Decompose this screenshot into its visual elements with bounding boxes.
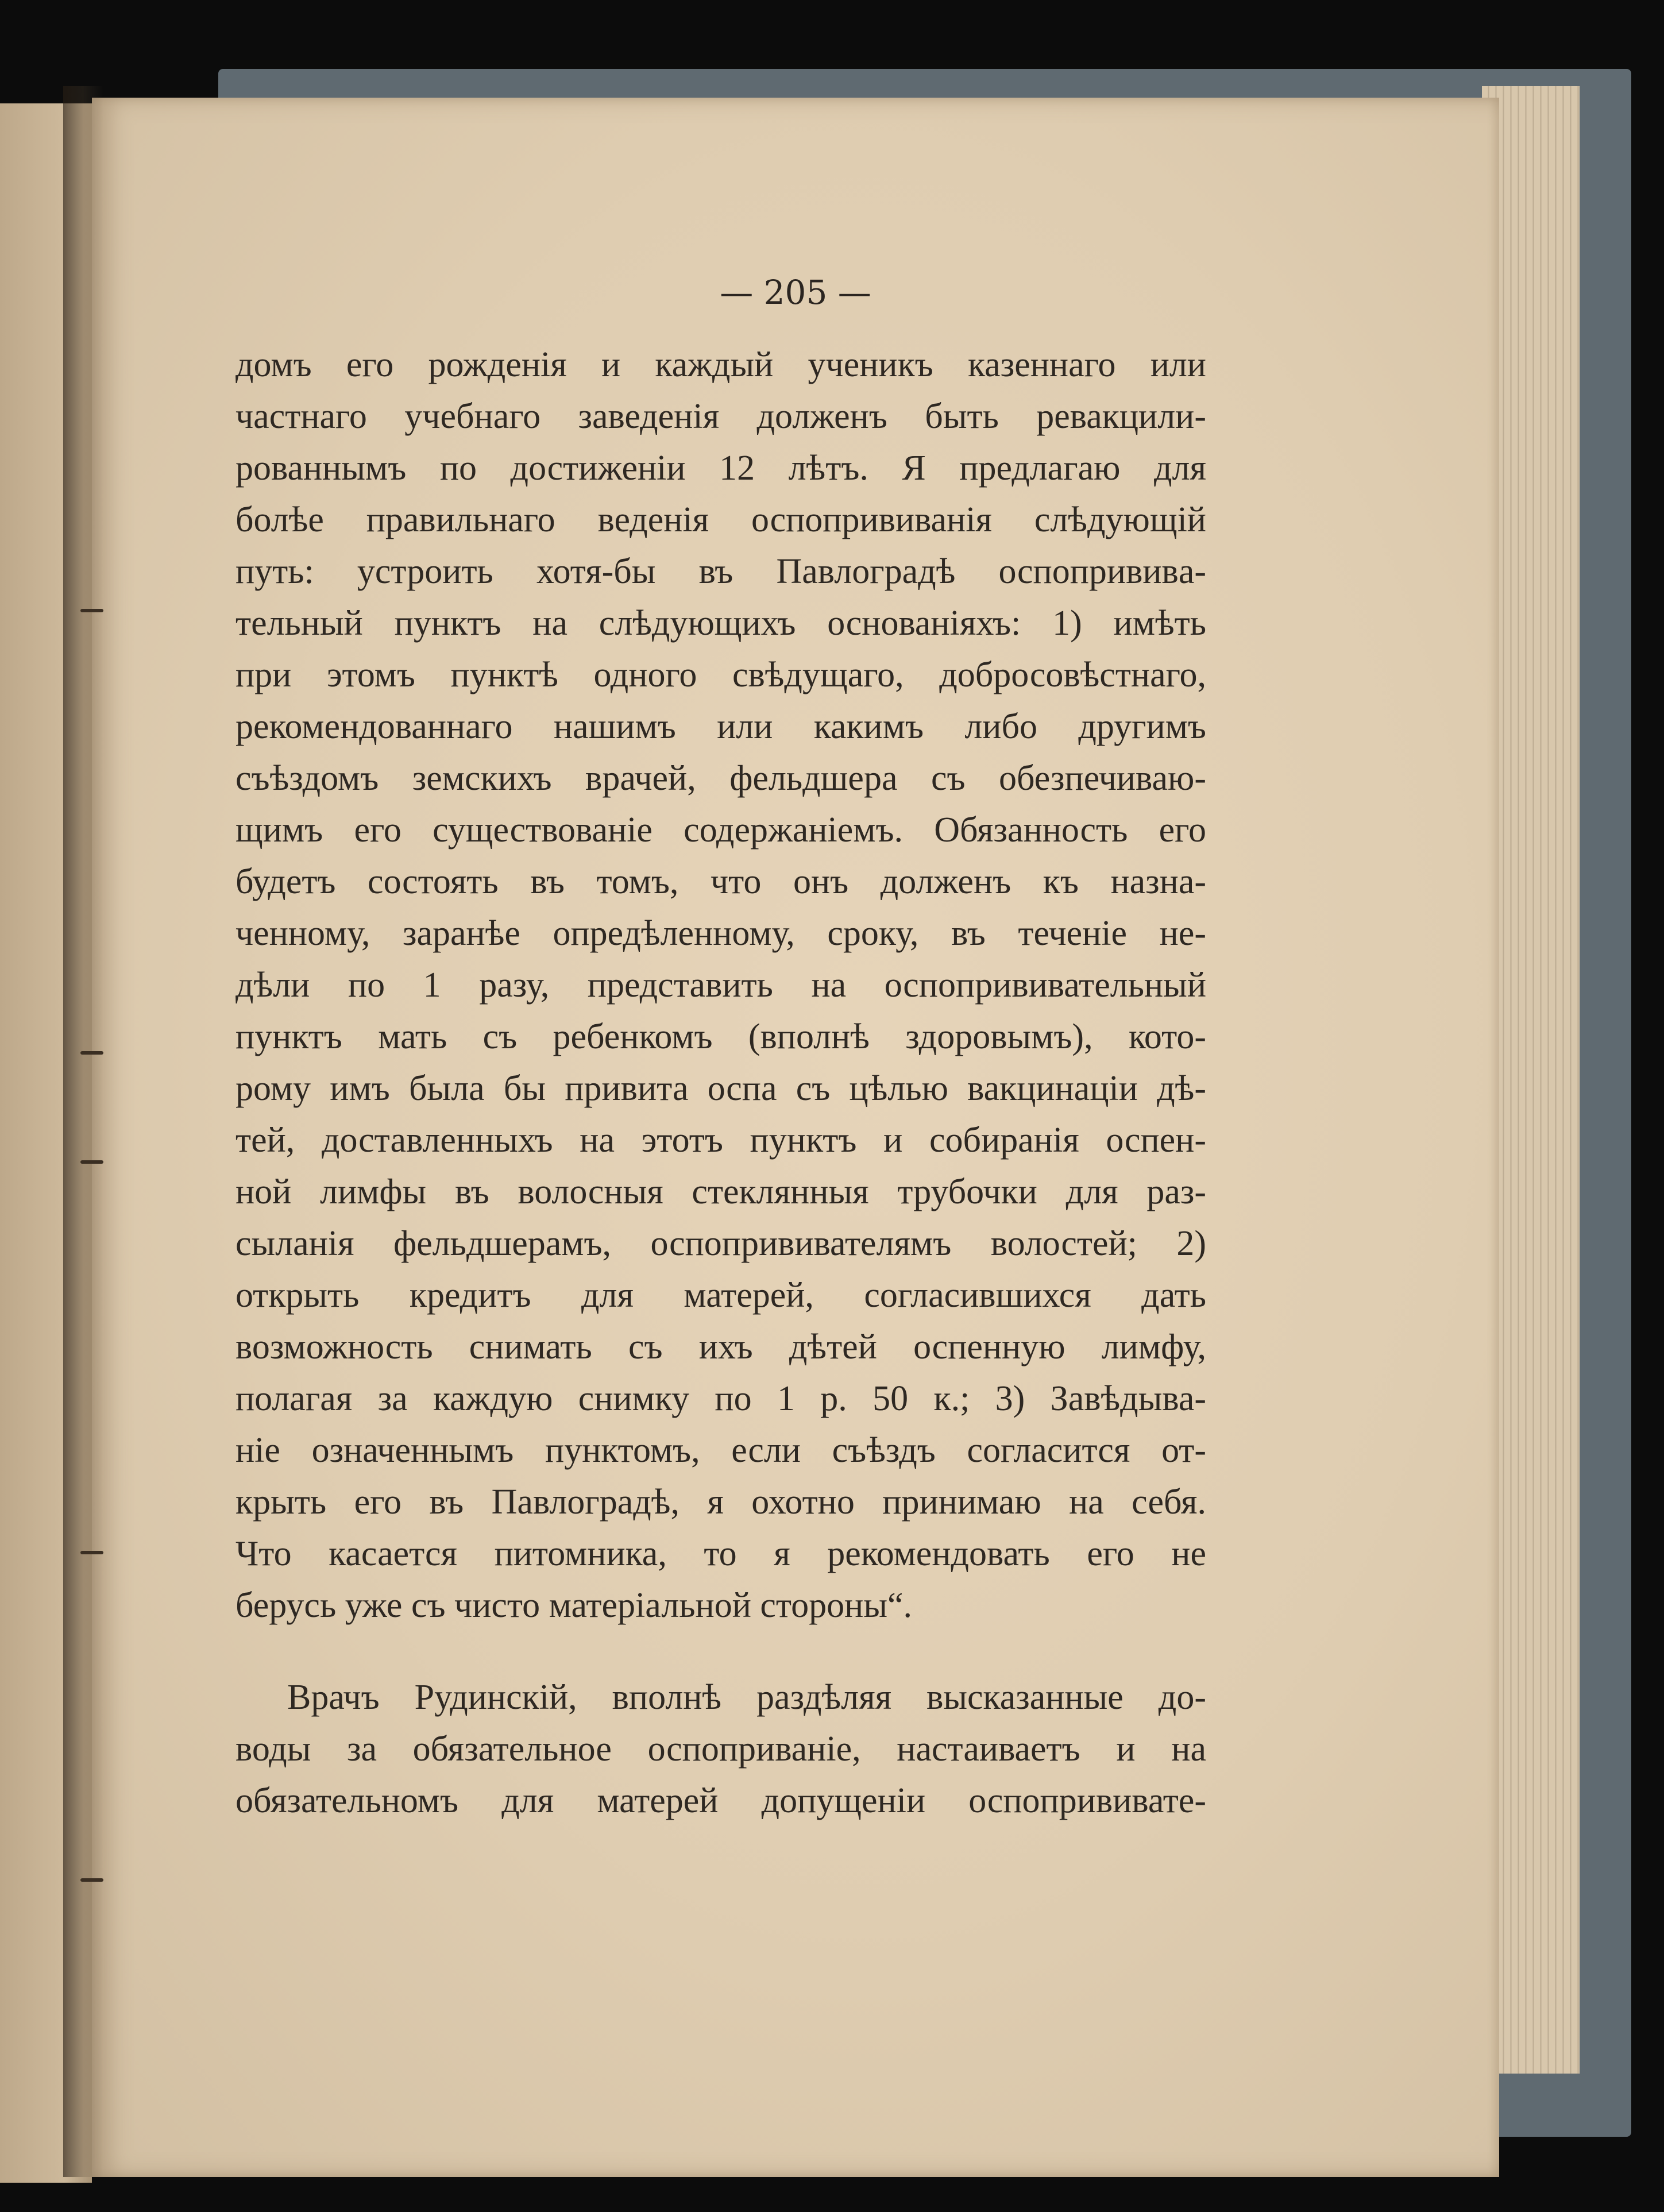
text-line: рекомендованнаго нашимъ или какимъ либо другимъ — [235, 707, 1206, 746]
text-line: ніе означеннымъ пунктомъ, если съѣздъ согласится от- — [235, 1431, 1206, 1470]
page-number: — 205 — — [720, 273, 871, 312]
paragraph-spacer — [235, 1631, 1206, 1671]
binding-stitch — [80, 1878, 103, 1882]
text-line: Врачъ Рудинскій, вполнѣ раздѣляя высказанные до- — [287, 1678, 1206, 1717]
text-line: полагая за каждую снимку по 1 р. 50 к.; 3) Завѣдыва- — [235, 1379, 1206, 1418]
text-line: сыланія фельдшерамъ, оспопрививателямъ волостей; 2) — [235, 1224, 1206, 1263]
text-line: домъ его рожденія и каждый ученикъ казеннаго или — [235, 345, 1206, 384]
text-line: тей, доставленныхъ на этотъ пунктъ и собиранія оспен- — [235, 1121, 1206, 1160]
binding-stitch — [80, 1160, 103, 1164]
text-line: дѣли по 1 разу, представить на оспопрививательный — [235, 966, 1206, 1005]
text-line: при этомъ пунктѣ одного свѣдущаго, добросовѣстнаго, — [235, 655, 1206, 694]
text-line: болѣе правильнаго веденія оспопрививанія слѣдующій — [235, 500, 1206, 539]
text-line: щимъ его существованіе содержаніемъ. Обязанность его — [235, 810, 1206, 850]
body-text — [235, 339, 1206, 1827]
text-line: тельный пунктъ на слѣдующихъ основаніяхъ: 1) имѣть — [235, 604, 1206, 643]
binding-stitch — [80, 609, 103, 612]
text-line: воды за обязательное оспоприваніе, настаиваетъ и на — [235, 1730, 1206, 1769]
text-line: обязательномъ для матерей допущеніи оспопрививате- — [235, 1781, 1206, 1820]
binding-stitch — [80, 1551, 103, 1554]
text-line: съѣздомъ земскихъ врачей, фельдшера съ обезпечиваю- — [235, 759, 1206, 798]
paragraph-1 — [235, 339, 1206, 1631]
text-line: берусь уже съ чисто матеріальной стороны“. — [235, 1586, 913, 1625]
book-page — [92, 98, 1499, 2177]
text-line: ченному, заранѣе опредѣленному, сроку, въ теченіе не- — [235, 914, 1206, 953]
text-line: путь: устроить хотя-бы въ Павлоградѣ оспопрививa- — [235, 552, 1206, 591]
text-line: возможность снимать съ ихъ дѣтей оспенную лимфу, — [235, 1327, 1206, 1366]
text-line: Что касается питомника, то я рекомендовать его не — [235, 1534, 1206, 1573]
text-line: ной лимфы въ волосныя стеклянныя трубочки для раз- — [235, 1172, 1206, 1211]
text-line: рованнымъ по достиженіи 12 лѣтъ. Я предлагаю для — [235, 449, 1206, 488]
text-line: открыть кредитъ для матерей, согласившихся дать — [235, 1276, 1206, 1315]
paragraph-2 — [235, 1671, 1206, 1827]
text-line: пунктъ мать съ ребенкомъ (вполнѣ здоровымъ), кото- — [235, 1017, 1206, 1056]
text-line: будетъ состоять въ томъ, что онъ долженъ къ назна- — [235, 862, 1206, 901]
binding-stitch — [80, 1051, 103, 1055]
text-line: крыть его въ Павлоградѣ, я охотно принимаю на себя. — [235, 1483, 1206, 1522]
text-line: рому имъ была бы привита оспа съ цѣлью вакцинаціи дѣ- — [235, 1069, 1206, 1108]
book-gutter-shadow — [63, 86, 103, 2177]
text-line: частнаго учебнаго заведенія долженъ быть ревакцили- — [235, 397, 1206, 436]
